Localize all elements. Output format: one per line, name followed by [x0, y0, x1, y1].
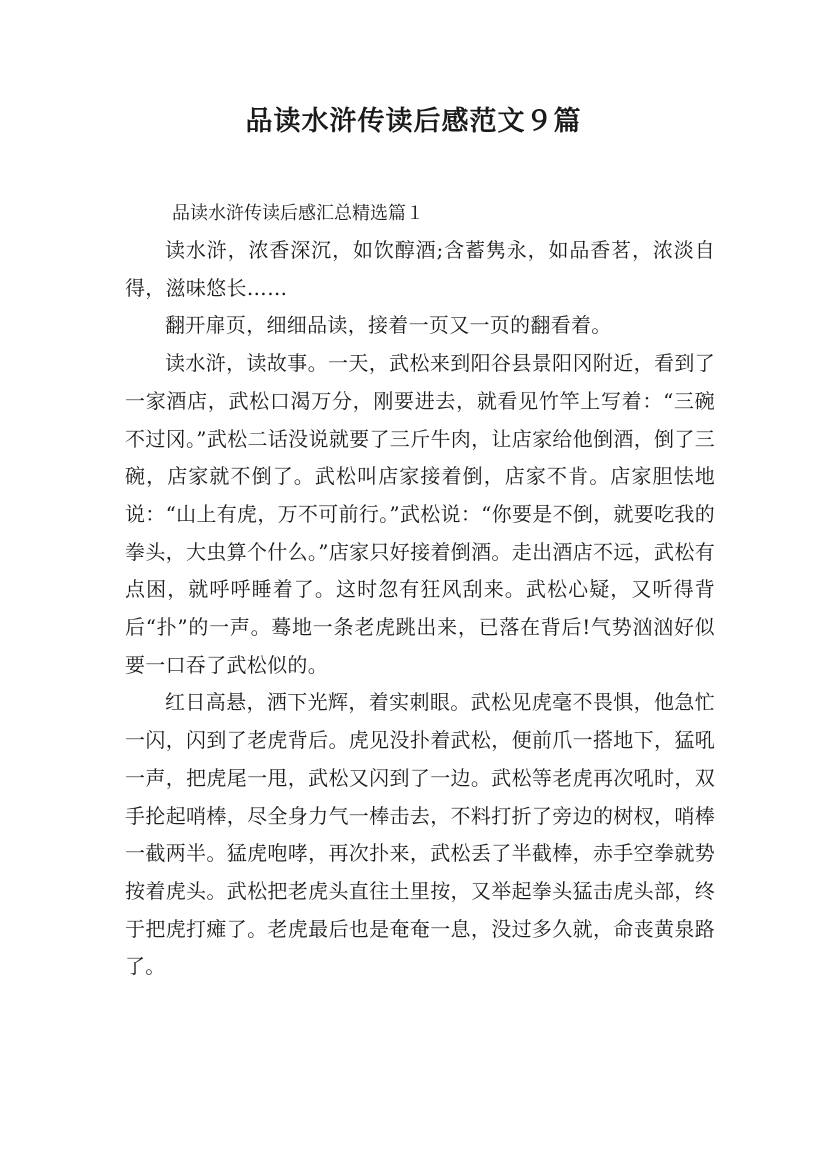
document-title: 品读水浒传读后感范文９篇: [245, 106, 582, 137]
paragraph-1: 读水浒，浓香深沉，如饮醇酒;含蓄隽永，如品香茗，浓淡自得，滋味悠长……: [125, 238, 715, 300]
document-body: [125, 196, 715, 986]
paragraph-2: 翻开扉页，细细品读，接着一页又一页的翻看着。: [165, 313, 612, 338]
paragraph-3: 读水浒，读故事。一天，武松来到阳谷县景阳冈附近，看到了一家酒店，武松口渴万分，刚要进去，就看见竹竿上写着：“三碗不过冈。”武松二话没说就要了三斤牛肉，让店家给他倒酒，倒了三碗，店家就不倒了。武松叫店家接着倒，店家不肯。店家胆怯地说：“山上有虎，万不可前行。”武松说：“你要是不倒，就要吃我的拳头，大虫算个什么。”店家只好接着倒酒。走出酒店不远，武松有点困，就呼呼睡着了。这时忽有狂风刮来。武松心疑，又听得背后“扑”的一声。蓦地一条老虎跳出来，已落在背后!气势汹汹好似要一口吞了武松似的。: [125, 351, 715, 677]
section-heading: 品读水浒传读后感汇总精选篇１: [172, 203, 424, 224]
paragraph-4: 红日高悬，洒下光辉，着实刺眼。武松见虎毫不畏惧，他急忙一闪，闪到了老虎背后。虎见没扑着武松，便前爪一搭地下，猛吼一声，把虎尾一甩，武松又闪到了一边。武松等老虎再次吼时，双手抡起哨棒，尽全身力气一棒击去，不料打折了旁边的树杈，哨棒一截两半。猛虎咆哮，再次扑来，武松丢了半截棒，赤手空拳就势按着虎头。武松把老虎头直往土里按，又举起拳头猛击虎头部，终于把虎打瘫了。老虎最后也是奄奄一息，没过多久就，命丧黄泉路了。: [125, 690, 715, 979]
